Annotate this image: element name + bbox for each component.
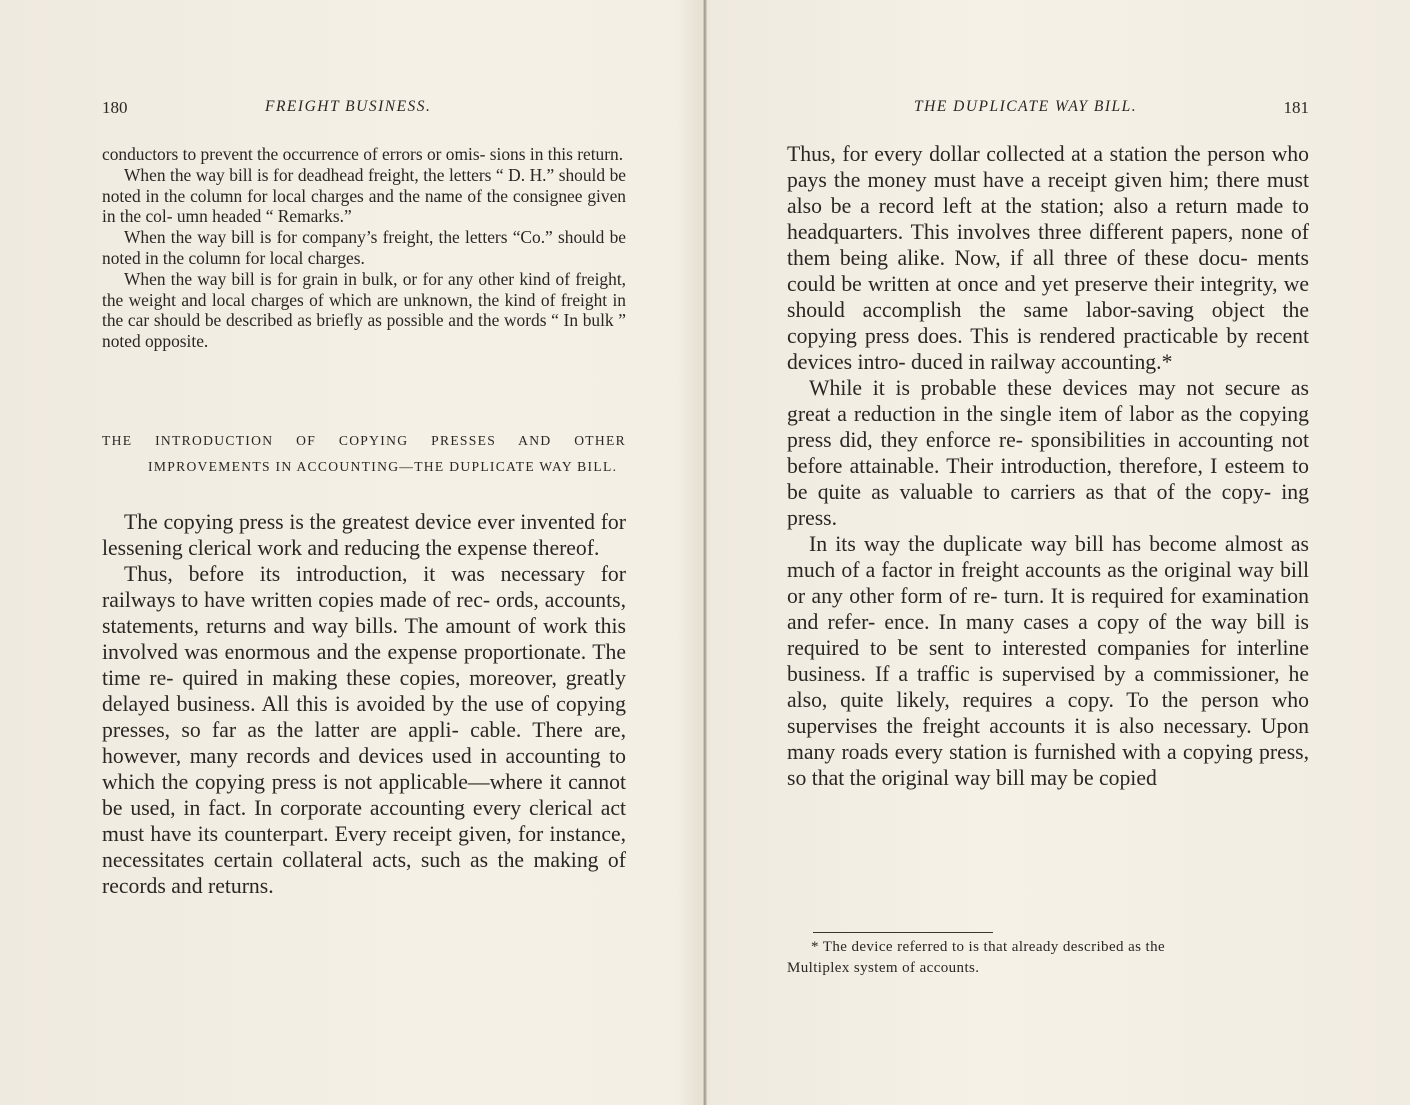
left-body-text bbox=[102, 509, 626, 899]
section-heading-text: THE INTRODUCTION OF COPYING PRESSES AND OTHER IMPROVEMENTS IN ACCOUNTING—THE DUPLICATE WAY BILL. bbox=[102, 433, 626, 474]
left-running-head bbox=[102, 98, 626, 122]
right-running-head bbox=[787, 98, 1309, 122]
book-gutter bbox=[703, 0, 707, 1105]
instruction-paragraph: When the way bill is for company’s freight, the letters “Co.” should be noted in the column for local charges. bbox=[102, 227, 626, 268]
footnote-line: * The device referred to is that already described as the bbox=[811, 939, 1166, 955]
left-page bbox=[102, 0, 626, 1105]
body-paragraph: While it is probable these devices may not secure as great a reduction in the single item of labor as the copying press did, they enforce re- sponsibilities in accounting not before attainable. Their introduction, therefore, I esteem to be quite as valuable to carriers as that of the copy- ing press. bbox=[787, 376, 1309, 530]
body-paragraph: In its way the duplicate way bill has become almost as much of a factor in freight accounts as the original way bill or any other form of re- turn. It is required for examination and refer- ence. In many cases a copy of the way bill is required to be sent to interested companies for interline business. If a traffic is supervised by a commissioner, he also, quite likely, requires a copy. To the person who supervises the freight accounts it is also necessary. Upon many roads every station is furnished with a copying press, so that the original way bill may be copied bbox=[787, 532, 1309, 790]
section-heading bbox=[102, 428, 626, 480]
footnote-line: Multiplex system of accounts. bbox=[787, 959, 980, 976]
right-page-number: 181 bbox=[1283, 98, 1309, 117]
instruction-paragraph: When the way bill is for deadhead freight, the letters “ D. H.” should be noted in the column for local charges and the name of the consignee given in the col- umn headed “ Remarks.” bbox=[102, 164, 626, 227]
instructions-text bbox=[102, 144, 626, 352]
body-paragraph: The copying press is the greatest device ever invented for lessening clerical work and reducing the expense thereof. bbox=[102, 510, 626, 560]
body-paragraph: Thus, before its introduction, it was necessary for railways to have written copies made of rec- ords, accounts, statements, returns and way bills. The amount of work this involved was enormous and the expense proportionate. The time re- quired in making these copies, moreover, greatly delayed business. All this is avoided by the use of copying presses, so far as the latter are appli- cable. There are, however, many records and devices used in accounting to which the copying press is not applicable—where it cannot be used, in fact. In corporate accounting every clerical act must have its counterpart. Every receipt given, for instance, necessitates certain collateral acts, such as the making of records and returns. bbox=[102, 562, 626, 898]
right-running-title: THE DUPLICATE WAY BILL. bbox=[914, 98, 1138, 115]
right-page bbox=[787, 0, 1309, 1105]
instruction-paragraph: conductors to prevent the occurrence of errors or omis- sions in this return. bbox=[102, 144, 624, 164]
instruction-paragraph: When the way bill is for grain in bulk, or for any other kind of freight, the weight and local charges of which are unknown, the kind of freight in the car should be described as briefly as possible and the words “ In bulk ” noted opposite. bbox=[102, 268, 626, 352]
body-paragraph: Thus, for every dollar collected at a station the person who pays the money must have a receipt given him; there must also be a record left at the station; also a return made to headquarters. This involves three different papers, none of them being alike. Now, if all three of these docu- ments could be written at once and yet preserve their integrity, we should accomplish the same labor-saving object the copying press does. This is rendered practicable by recent devices intro- duced in railway accounting.* bbox=[787, 142, 1309, 374]
footnote-rule bbox=[813, 932, 993, 933]
left-running-title: FREIGHT BUSINESS. bbox=[265, 98, 432, 115]
left-page-number: 180 bbox=[102, 98, 128, 117]
right-body-text bbox=[787, 141, 1309, 791]
footnote bbox=[787, 937, 1309, 978]
